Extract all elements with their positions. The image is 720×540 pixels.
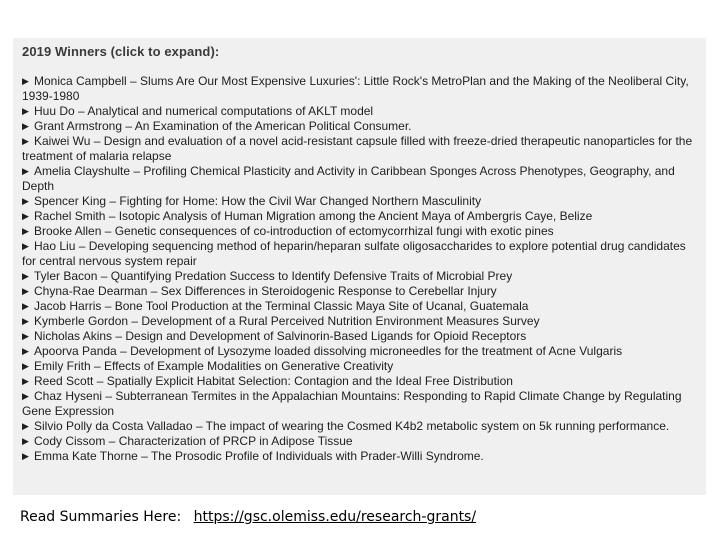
winner-item[interactable] xyxy=(22,419,700,434)
triangle-right-icon: ▶ xyxy=(22,106,29,116)
triangle-right-icon: ▶ xyxy=(22,436,29,446)
triangle-right-icon: ▶ xyxy=(22,241,29,251)
winner-text: Brooke Allen – Genetic consequences of co-introduction of ectomycorrhizal fungi with exotic pines xyxy=(34,224,554,238)
winner-text: Chaz Hyseni – Subterranean Termites in the Appalachian Mountains: Responding to Rapid Climate Change by Regulating Gene Expression xyxy=(22,389,682,418)
triangle-right-icon: ▶ xyxy=(22,316,29,326)
winner-item[interactable] xyxy=(22,104,700,119)
triangle-right-icon: ▶ xyxy=(22,76,29,86)
triangle-right-icon: ▶ xyxy=(22,196,29,206)
triangle-right-icon: ▶ xyxy=(22,121,29,131)
winner-text: Nicholas Akins – Design and Development of Salvinorin-Based Ligands for Opioid Receptors xyxy=(34,329,527,343)
winner-item[interactable] xyxy=(22,269,700,284)
triangle-right-icon: ▶ xyxy=(22,136,29,146)
winner-text: Jacob Harris – Bone Tool Production at the Terminal Classic Maya Site of Ucanal, Guatemala xyxy=(34,299,529,313)
winner-text: Reed Scott – Spatially Explicit Habitat Selection: Contagion and the Ideal Free Distribution xyxy=(34,374,513,388)
triangle-right-icon: ▶ xyxy=(22,226,29,236)
triangle-right-icon: ▶ xyxy=(22,421,29,431)
summaries-label: Read Summaries Here: xyxy=(20,509,182,525)
winner-item[interactable] xyxy=(22,74,700,104)
winner-text: Huu Do – Analytical and numerical computations of AKLT model xyxy=(34,104,374,118)
winner-item[interactable] xyxy=(22,389,700,419)
winner-item[interactable] xyxy=(22,134,700,164)
research-grants-link[interactable]: https://gsc.olemiss.edu/research-grants/ xyxy=(193,509,477,525)
winner-item[interactable] xyxy=(22,314,700,329)
triangle-right-icon: ▶ xyxy=(22,331,29,341)
winners-list xyxy=(22,74,700,464)
winner-item[interactable] xyxy=(22,194,700,209)
panel-title: 2019 Winners (click to expand): xyxy=(22,44,220,59)
winner-text: Spencer King – Fighting for Home: How the Civil War Changed Northern Masculinity xyxy=(34,194,482,208)
winner-item[interactable] xyxy=(22,359,700,374)
winner-item[interactable] xyxy=(22,224,700,239)
triangle-right-icon: ▶ xyxy=(22,346,29,356)
triangle-right-icon: ▶ xyxy=(22,361,29,371)
winner-text: Apoorva Panda – Development of Lysozyme loaded dissolving microneedles for the treatment of Acne Vulgaris xyxy=(34,344,623,358)
triangle-right-icon: ▶ xyxy=(22,286,29,296)
winner-text: Rachel Smith – Isotopic Analysis of Human Migration among the Ancient Maya of Ambergris Caye, Belize xyxy=(34,209,593,223)
winner-text: Hao Liu – Developing sequencing method of heparin/heparan sulfate oligosaccharides to explore potential drug candidates for central nervous system repair xyxy=(22,239,686,268)
winner-item[interactable] xyxy=(22,239,700,269)
winner-text: Emily Frith – Effects of Example Modalities on Generative Creativity xyxy=(34,359,394,373)
winner-text: Amelia Clayshulte – Profiling Chemical Plasticity and Activity in Caribbean Sponges Across Phenotypes, Geography, and Depth xyxy=(22,164,675,193)
winner-item[interactable] xyxy=(22,374,700,389)
winner-text: Grant Armstrong – An Examination of the American Political Consumer. xyxy=(34,119,412,133)
winner-item[interactable] xyxy=(22,449,700,464)
winner-text: Chyna-Rae Dearman – Sex Differences in Steroidogenic Response to Cerebellar Injury xyxy=(34,284,497,298)
triangle-right-icon: ▶ xyxy=(22,451,29,461)
winner-item[interactable] xyxy=(22,329,700,344)
winner-text: Kymberle Gordon – Development of a Rural Perceived Nutrition Environment Measures Survey xyxy=(34,314,540,328)
winners-panel xyxy=(13,38,706,495)
winner-item[interactable] xyxy=(22,299,700,314)
winner-text: Kaiwei Wu – Design and evaluation of a novel acid-resistant capsule filled with freeze-dried therapeutic nanoparticles for the treatment of malaria relapse xyxy=(22,134,693,163)
winner-item[interactable] xyxy=(22,434,700,449)
summaries-footer xyxy=(20,509,476,525)
triangle-right-icon: ▶ xyxy=(22,271,29,281)
winner-text: Cody Cissom – Characterization of PRCP in Adipose Tissue xyxy=(34,434,353,448)
triangle-right-icon: ▶ xyxy=(22,391,29,401)
winner-text: Tyler Bacon – Quantifying Predation Success to Identify Defensive Traits of Microbial Prey xyxy=(34,269,513,283)
winner-text: Silvio Polly da Costa Valladao – The impact of wearing the Cosmed K4b2 metabolic system on 5k running performance. xyxy=(34,419,670,433)
winner-item[interactable] xyxy=(22,209,700,224)
winner-text: Monica Campbell – Slums Are Our Most Expensive Luxuries': Little Rock's MetroPlan and the Making of the Neoliberal City, 1939-1980 xyxy=(22,74,689,103)
winner-item[interactable] xyxy=(22,119,700,134)
winner-item[interactable] xyxy=(22,164,700,194)
triangle-right-icon: ▶ xyxy=(22,166,29,176)
winner-item[interactable] xyxy=(22,284,700,299)
triangle-right-icon: ▶ xyxy=(22,211,29,221)
winner-text: Emma Kate Thorne – The Prosodic Profile of Individuals with Prader-Willi Syndrome. xyxy=(34,449,484,463)
winner-item[interactable] xyxy=(22,344,700,359)
triangle-right-icon: ▶ xyxy=(22,301,29,311)
triangle-right-icon: ▶ xyxy=(22,376,29,386)
